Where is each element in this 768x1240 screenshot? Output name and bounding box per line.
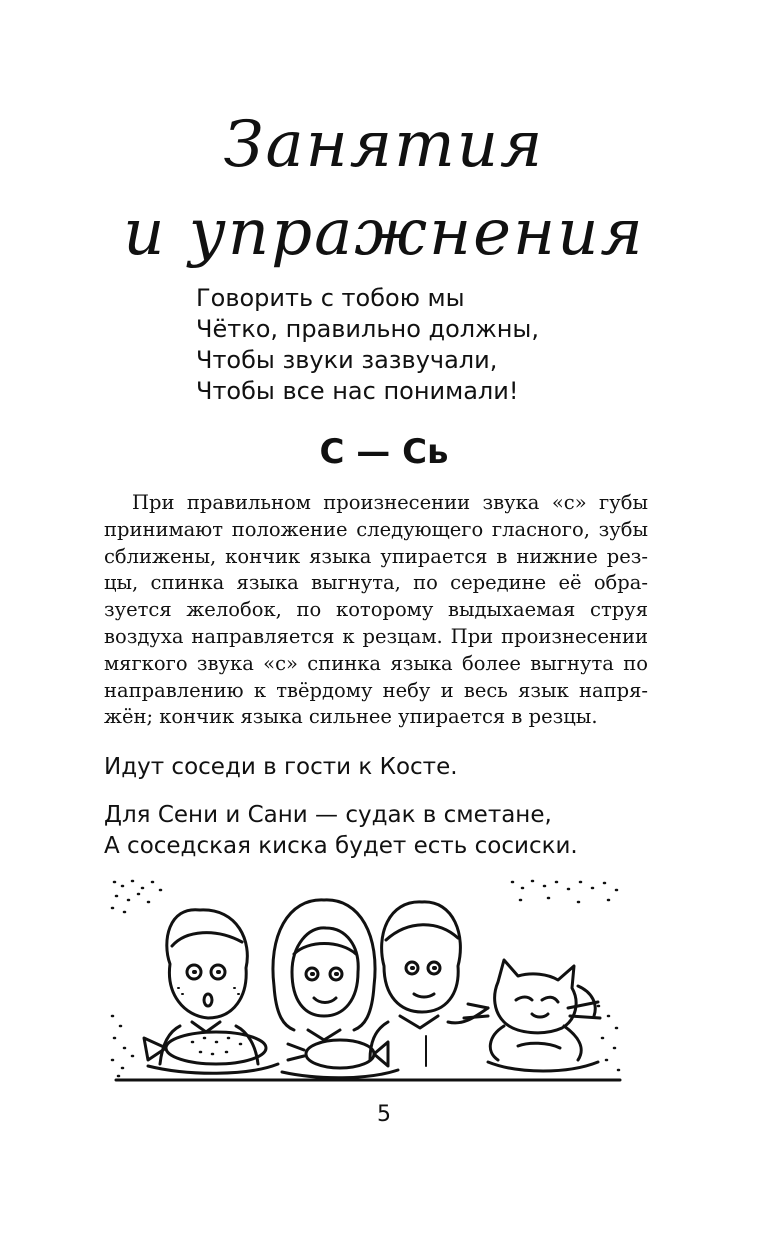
section-heading: С — Сь (319, 432, 449, 472)
paragraph-line: цы, спинка языка выгнута, по середине её обра- (104, 571, 648, 595)
paragraph-line: воздуха направляется к резцам. При произнесении (104, 624, 648, 648)
tongue-twister-1: Идут соседи в гости к Косте. (104, 754, 458, 780)
instruction-paragraph (104, 490, 648, 731)
page-title-line-1: Занятия (223, 108, 545, 182)
poem-line: Чтобы все нас понимали! (196, 377, 519, 405)
page-title-line-2: и упражнения (123, 196, 645, 270)
tongue-twister-2 (104, 800, 578, 862)
paragraph-line: зуется желобок, по которому выдыхаемая струя (104, 598, 648, 622)
verse-line: Для Сени и Сани — судак в сметане, (104, 802, 552, 828)
children-with-cat-illustration (108, 876, 624, 1086)
paragraph-line: мягкого звука «с» спинка языка более выгнута по (104, 651, 648, 675)
paragraph-line: При правильном произнесении звука «с» губы (132, 491, 648, 514)
girl-middle (273, 900, 398, 1078)
boy-left (144, 910, 278, 1074)
poem-line: Чтобы звуки зазвучали, (196, 346, 498, 374)
verse-line: А соседская киска будет есть сосиски. (104, 833, 578, 859)
paragraph-line: жён; кончик языка сильнее упирается в резцы. (104, 705, 598, 729)
cat (464, 960, 600, 1071)
paragraph-line: направлению к твёрдому небу и весь язык напря- (104, 678, 648, 702)
paragraph-line: сближены, кончик языка упирается в нижние рез- (104, 544, 648, 568)
poem-line: Чётко, правильно должны, (196, 315, 540, 343)
page-number: 5 (377, 1102, 391, 1127)
paragraph-line: принимают положение следующего гласного, зубы (104, 517, 648, 541)
intro-poem (196, 283, 539, 407)
poem-line: Говорить с тобою мы (196, 284, 465, 312)
